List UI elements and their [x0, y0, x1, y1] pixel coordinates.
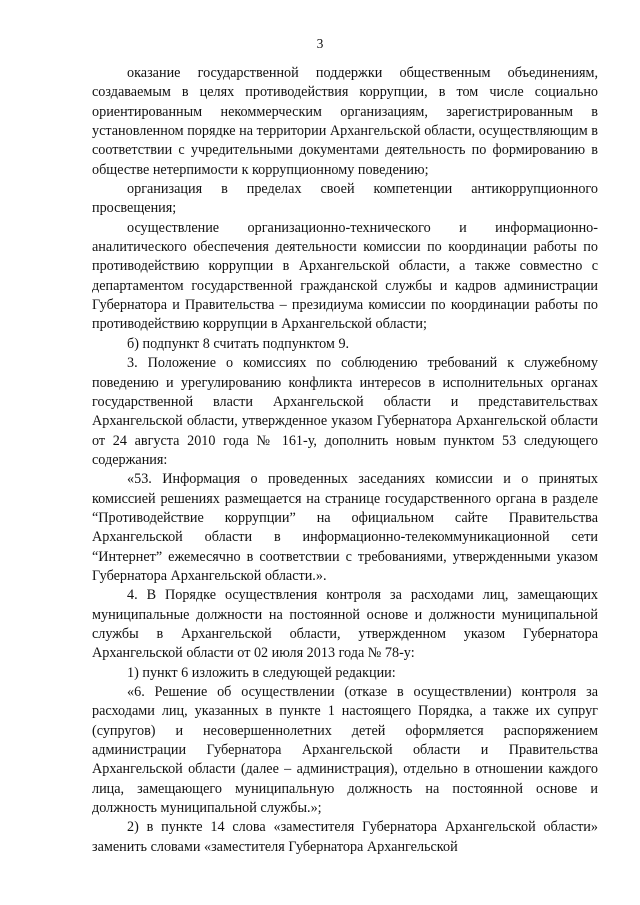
paragraph-item-3-commission-regulation: 3. Положение о комиссиях по соблюдению требований к служебному поведению и урегулированию конфликта интересов в исполнительных органах государственной власти Архангельской области и представительствах Архангельской области, утвержденное указом Губернатора Архангельской области от 24 августа 2010 года № 161-у, дополнить новым пунктом 53 следующего содержания: — [92, 355, 598, 468]
paragraph-new-item-53: «53. Информация о проведенных заседаниях комиссии и о принятых комиссией решениях размещается на странице государственного органа в разделе “Противодействие коррупции” на официальном сайте Правительства Архангельской области в информационно-телекоммуникационной сети “Интернет” ежемесячно в соответствии с требованиями, утвержденными указом Губернатора Архангельской области.». — [92, 471, 598, 584]
paragraph-anticorruption-education: организация в пределах своей компетенции антикоррупционного просвещения; — [92, 181, 598, 217]
document-body — [92, 64, 598, 857]
paragraph-subitem-1: 1) пункт 6 изложить в следующей редакции: — [127, 664, 396, 681]
paragraph-subitem-renumber: б) подпункт 8 считать подпунктом 9. — [127, 335, 350, 352]
paragraph-commission-support: осуществление организационно-технического и информационно-аналитического обеспечения деятельности комиссии по координации работы по противодействию коррупции в Архангельской области, а также совместно с департаментом государственной гражданской службы и кадров администрации Губернатора и Правительства – президиума комиссии по координации работы по противодействию коррупции в Архангельской области; — [92, 219, 598, 333]
page-number: 3 — [316, 36, 324, 51]
paragraph-new-item-6: «6. Решение об осуществлении (отказе в осуществлении) контроля за расходами лиц, указанных в пункте 1 настоящего Порядка, а также их супруг (супругов) и несовершеннолетних детей оформляется распоряжением администрации Губернатора Архангельской области и Правительства Архангельской области (далее – администрация), отдельно в отношении каждого лица, замещающего муниципальную должность на постоянной основе и должность муниципальной службы.»; — [92, 684, 598, 817]
paragraph-state-support: оказание государственной поддержки общественным объединениям, создаваемым в целях противодействия коррупции, в том числе социально ориентированным некоммерческим организациям, зарегистрированным в установленном порядке на территории Архангельской области, осуществляющим в соответствии с учредительными документами деятельность по формированию в обществе нетерпимости к коррупционному поведению; — [92, 65, 598, 178]
paragraph-subitem-2: 2) в пункте 14 слова «заместителя Губернатора Архангельской области» заменить словами «заместителя Губернатора Архангельской — [92, 819, 598, 855]
paragraph-item-4-expense-control: 4. В Порядке осуществления контроля за расходами лиц, замещающих муниципальные должности на постоянной основе и должности муниципальной службы в Архангельской области, утвержденном указом Губернатора Архангельской области от 02 июля 2013 года № 78-у: — [92, 587, 598, 662]
